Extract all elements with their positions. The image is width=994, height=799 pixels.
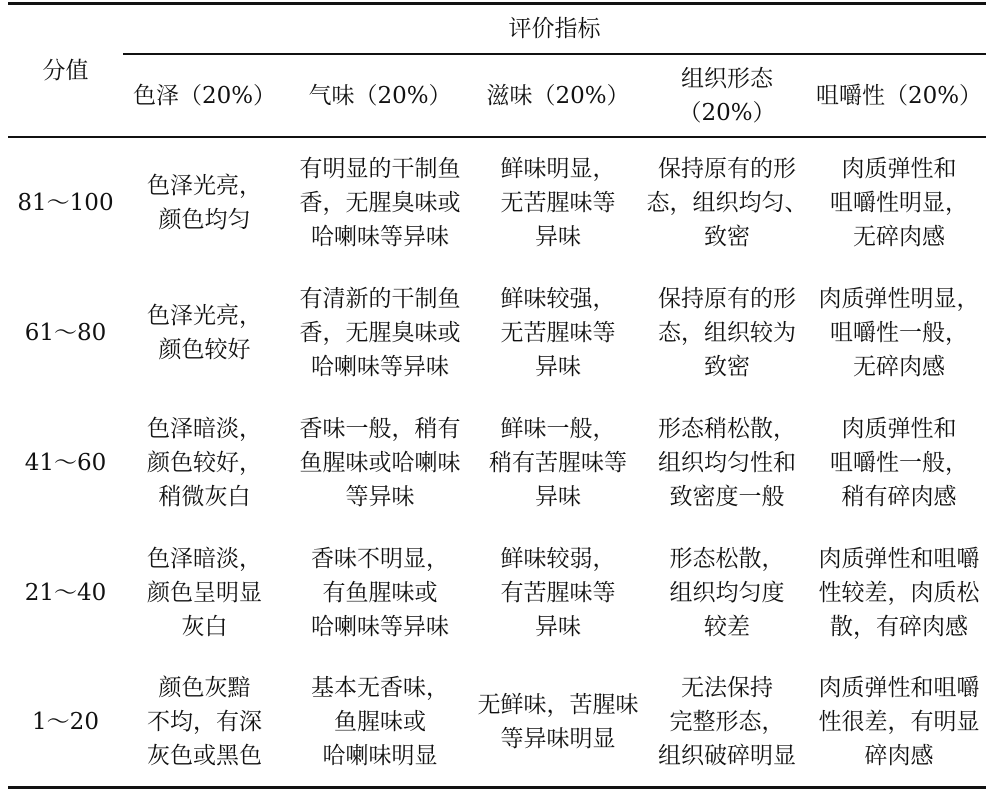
cell-text-line: 形态稍松散，	[658, 416, 796, 442]
chewiness-cell	[812, 658, 986, 786]
cell-text-line: 灰色或黑色	[147, 743, 262, 769]
texture-cell	[642, 528, 812, 658]
cell-text-line: 咀嚼性一般，	[830, 450, 968, 476]
cell-text-line: 稍微灰白	[158, 484, 251, 510]
cell-text-line: 有鱼腥味或	[322, 580, 438, 606]
odor-cell	[286, 268, 474, 398]
cell-text-line: 有苦腥味等	[500, 580, 616, 606]
odor-header	[286, 55, 474, 136]
taste-cell	[474, 138, 642, 268]
cell-text-line: 性很差，有明显	[818, 709, 980, 735]
cell-text-line: 颜色较好，	[147, 450, 262, 476]
evaluation-index-header: 评价指标	[508, 16, 601, 42]
cell-text-line: 异味	[535, 354, 581, 380]
header-text-line: 色泽（20%）	[132, 82, 277, 109]
cell-text-line: 基本无香味，	[311, 675, 449, 701]
cell-text-line: 保持原有的形	[658, 286, 796, 312]
cell-text-line: 致密	[704, 224, 750, 250]
cell-text-line: 异味	[535, 484, 581, 510]
cell-text-line: 肉质弹性和咀嚼	[818, 546, 980, 572]
cell-text-line: 异味	[535, 224, 581, 250]
cell-text-line: 无碎肉感	[853, 354, 945, 380]
cell-text-line: 咀嚼性一般，	[830, 320, 968, 346]
taste-cell	[474, 398, 642, 528]
cell-text-line: 有清新的干制鱼	[299, 286, 461, 312]
score-range-cell	[8, 398, 123, 528]
cell-text-line: 哈喇味明显	[322, 743, 438, 769]
cell-text-line: 色泽暗淡，	[147, 416, 262, 442]
score-range-text: 81～100	[17, 190, 114, 216]
cell-text-line: 有明显的干制鱼	[299, 156, 461, 182]
cell-text-line: 无苦腥味等	[500, 320, 616, 346]
sensory-evaluation-table	[8, 0, 986, 799]
cell-text-line: 鲜味较强，	[500, 286, 616, 312]
cell-text-line: 香，无腥臭味或	[299, 190, 461, 216]
chewiness-cell	[812, 528, 986, 658]
cell-text-line: 组织均匀度	[669, 580, 785, 606]
cell-text-line: 颜色较好	[158, 337, 251, 363]
taste-cell	[474, 268, 642, 398]
cell-text-line: 异味	[535, 614, 581, 640]
score-column-header: 分值	[42, 57, 89, 84]
color-cell	[123, 138, 286, 268]
cell-text-line: 态，组织均匀、	[646, 190, 808, 216]
header-text-line: 滋味（20%）	[486, 82, 630, 109]
header-text-line: 组织形态	[681, 65, 773, 92]
odor-cell	[286, 528, 474, 658]
cell-text-line: 等异味明显	[500, 726, 616, 752]
taste-cell	[474, 528, 642, 658]
cell-text-line: 香味一般，稍有	[299, 416, 461, 442]
cell-text-line: 较差	[704, 614, 750, 640]
texture-cell	[642, 658, 812, 786]
cell-text-line: 态，组织较为	[658, 320, 796, 346]
cell-text-line: 肉质弹性和	[841, 156, 957, 182]
cell-text-line: 鱼腥味或	[334, 709, 426, 735]
cell-text-line: 完整形态，	[669, 709, 785, 735]
cell-text-line: 颜色灰黯	[158, 675, 251, 701]
cell-text-line: 致密	[704, 354, 750, 380]
cell-text-line: 鲜味一般，	[500, 416, 616, 442]
cell-text-line: 肉质弹性和	[841, 416, 957, 442]
color-cell	[123, 658, 286, 786]
color-header	[123, 55, 286, 136]
cell-text-line: 哈喇味等异味	[311, 354, 449, 380]
color-cell	[123, 528, 286, 658]
score-range-cell	[8, 268, 123, 398]
texture-cell	[642, 268, 812, 398]
texture-cell	[642, 138, 812, 268]
cell-text-line: 等异味	[345, 484, 415, 510]
taste-header	[474, 55, 642, 136]
chewiness-cell	[812, 398, 986, 528]
cell-text-line: 无鲜味，苦腥味	[477, 692, 639, 718]
score-range-text: 21～40	[24, 580, 107, 606]
cell-text-line: 无碎肉感	[853, 224, 945, 250]
score-range-text: 1～20	[32, 709, 99, 735]
cell-text-line: 无法保持	[681, 675, 773, 701]
score-range-cell	[8, 138, 123, 268]
header-text-line: 气味（20%）	[308, 82, 452, 109]
cell-text-line: 鲜味明显，	[500, 156, 616, 182]
cell-text-line: 颜色呈明显	[147, 580, 262, 606]
cell-text-line: 组织均匀性和	[658, 450, 796, 476]
cell-text-line: 香，无腥臭味或	[299, 320, 461, 346]
cell-text-line: 鱼腥味或哈喇味	[299, 450, 461, 476]
cell-text-line: 色泽光亮，	[147, 303, 262, 329]
cell-text-line: 致密度一般	[669, 484, 785, 510]
cell-text-line: 色泽暗淡，	[147, 546, 262, 572]
cell-text-line: 色泽光亮，	[147, 173, 262, 199]
cell-text-line: 形态松散，	[669, 546, 785, 572]
taste-cell	[474, 658, 642, 786]
odor-cell	[286, 398, 474, 528]
color-cell	[123, 398, 286, 528]
header-text-line: 咀嚼性（20%）	[815, 82, 983, 109]
cell-text-line: 碎肉感	[864, 743, 934, 769]
table-bottom-rule	[8, 786, 986, 789]
score-range-cell	[8, 528, 123, 658]
cell-text-line: 鲜味较弱，	[500, 546, 616, 572]
cell-text-line: 保持原有的形	[658, 156, 796, 182]
cell-text-line: 稍有苦腥味等	[489, 450, 627, 476]
score-range-cell	[8, 658, 123, 786]
cell-text-line: 无苦腥味等	[500, 190, 616, 216]
cell-text-line: 咀嚼性明显，	[830, 190, 968, 216]
cell-text-line: 哈喇味等异味	[311, 614, 449, 640]
cell-text-line: 性较差，肉质松	[818, 580, 980, 606]
cell-text-line: 散，有碎肉感	[830, 614, 968, 640]
odor-cell	[286, 138, 474, 268]
cell-text-line: 稍有碎肉感	[841, 484, 957, 510]
cell-text-line: 不均，有深	[147, 709, 262, 735]
cell-text-line: 灰白	[181, 614, 228, 640]
cell-text-line: 颜色均匀	[158, 207, 251, 233]
cell-text-line: 肉质弹性和咀嚼	[818, 675, 980, 701]
cell-text-line: 肉质弹性明显，	[818, 286, 980, 312]
header-text-line: （20%）	[678, 99, 776, 126]
cell-text-line: 组织破碎明显	[658, 743, 796, 769]
cell-text-line: 哈喇味等异味	[311, 224, 449, 250]
odor-cell	[286, 658, 474, 786]
texture-cell	[642, 398, 812, 528]
score-range-text: 41～60	[24, 450, 107, 476]
cell-text-line: 香味不明显，	[311, 546, 449, 572]
color-cell	[123, 268, 286, 398]
score-range-text: 61～80	[24, 320, 107, 346]
chewiness-cell	[812, 268, 986, 398]
chewiness-cell	[812, 138, 986, 268]
texture-header	[642, 55, 812, 136]
chewiness-header	[812, 55, 986, 136]
